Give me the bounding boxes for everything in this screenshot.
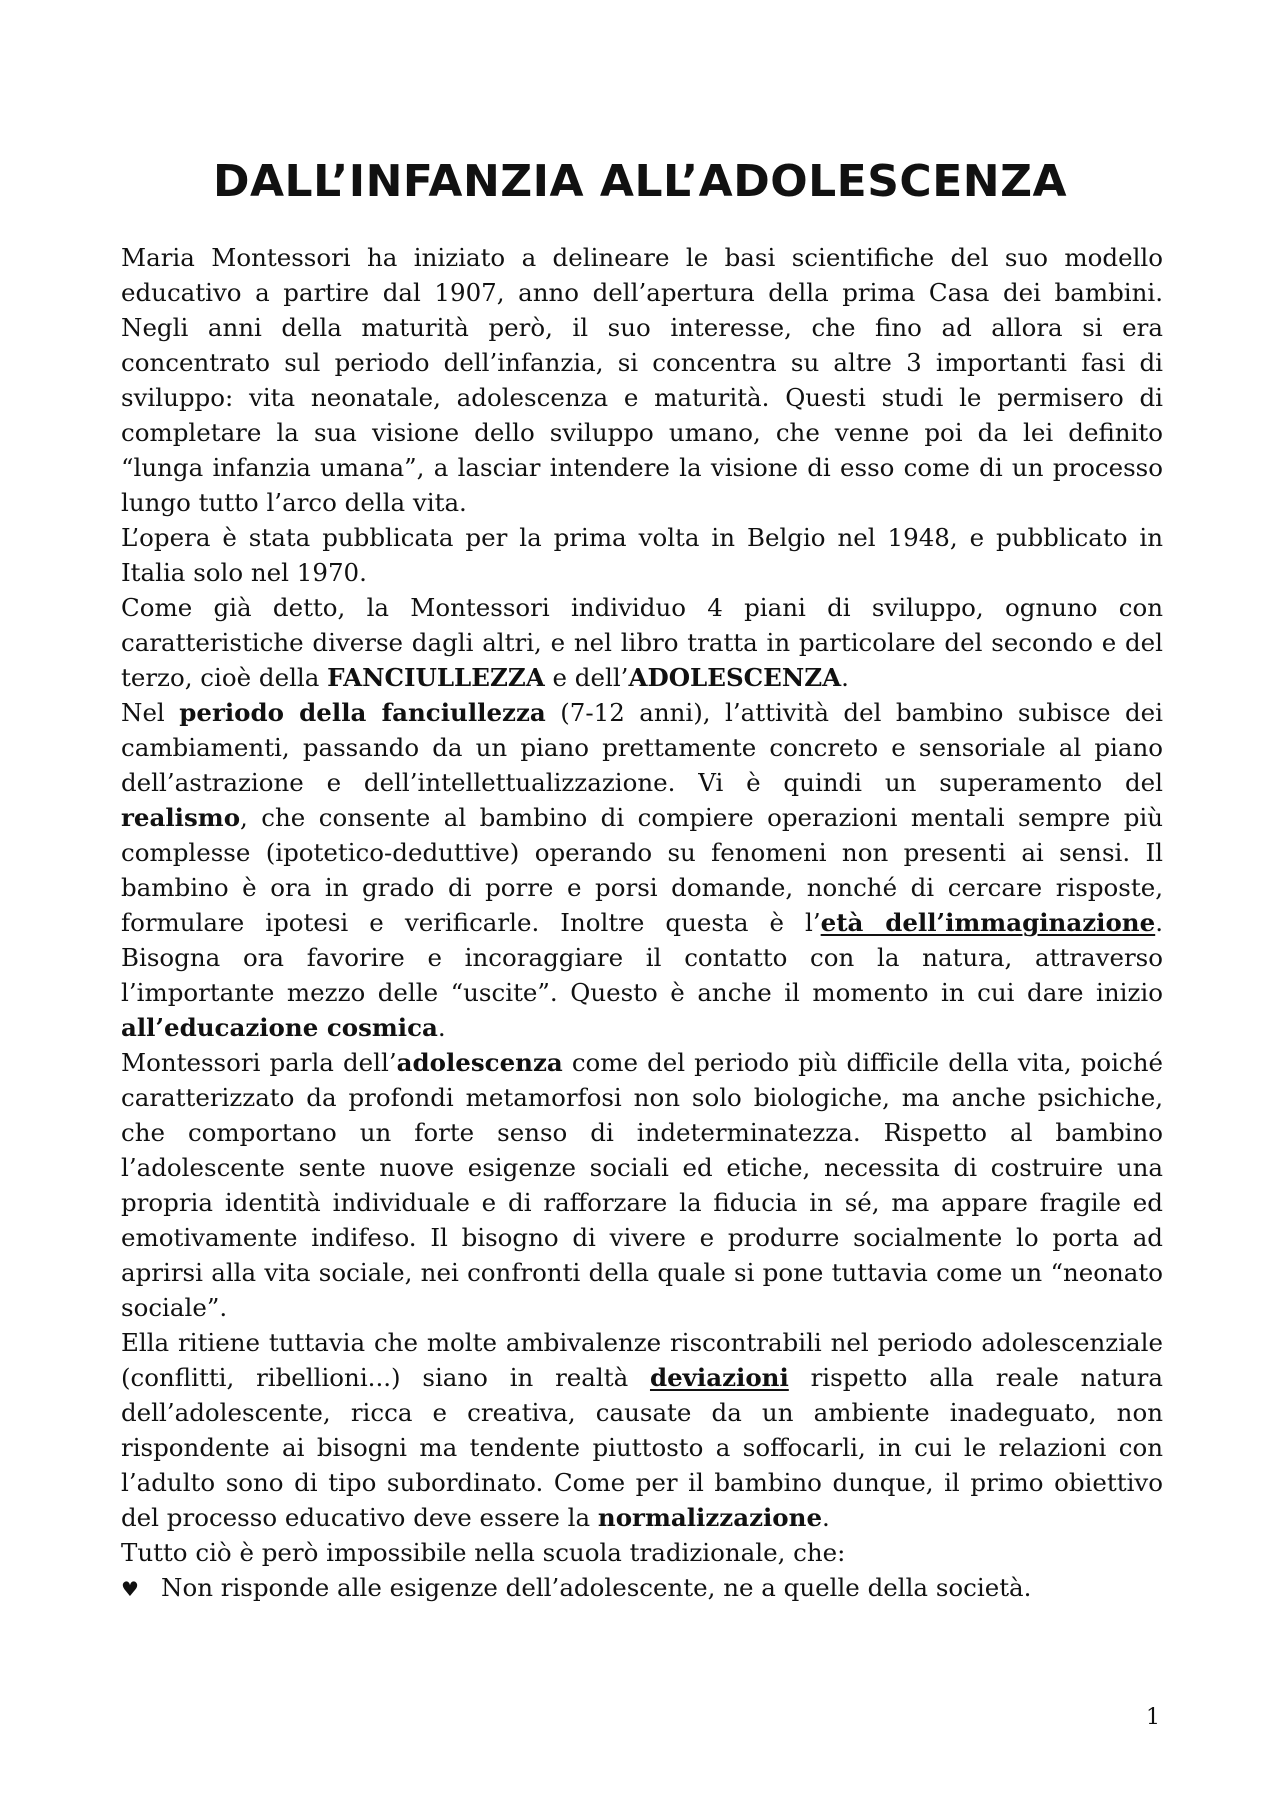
paragraph-text: Nel bbox=[121, 698, 180, 727]
paragraph-text: , che consente al bambino di compiere operazioni mentali sempre più complesse (ipotetico-deduttive) operando su fenomeni non presenti ai sensi. Il bambino è ora in grado di porre e porsi domande, nonché di cercare risposte, formulare ipotesi e verificarle. Inoltre questa è l’ bbox=[121, 803, 1163, 937]
heart-bullet-icon: ♥ bbox=[121, 1577, 139, 1601]
paragraph-intro bbox=[121, 240, 1163, 520]
paragraph-adolescenza bbox=[121, 1045, 1163, 1325]
bold-term-adolescenza: ADOLESCENZA bbox=[628, 663, 842, 692]
paragraph-deviazioni bbox=[121, 1325, 1163, 1535]
bullet-text: Non risponde alle esigenze dell’adolescente, ne a quelle della società. bbox=[161, 1573, 1032, 1602]
paragraph-text: rispetto alla reale natura dell’adolescente, ricca e creativa, causate da un ambiente inadeguato, non rispondente ai bisogni ma tendente piuttosto a soffocarli, in cui le relazioni con l’adulto sono di tipo subordinato. Come per il bambino dunque, il primo obiettivo del processo educativo deve essere la bbox=[121, 1363, 1164, 1532]
paragraph-text: Come già detto, la Montessori individuo 4 piani di sviluppo, ognuno con caratteristiche diverse dagli altri, e nel libro tratta in particolare del secondo e del terzo, cioè della bbox=[121, 593, 1163, 692]
paragraph-text: come del periodo più difficile della vita, poiché caratterizzato da profondi metamorfosi non solo biologiche, ma anche psichiche, che comportano un forte senso di indeterminatezza. Rispetto al bambino l’adolescente sente nuove esigenze sociali ed etiche, necessita di costruire una propria identità individuale e di rafforzare la fiducia in sé, ma appare fragile ed emotivamente indifeso. Il bisogno di vivere e produrre socialmente lo porta ad aprirsi alla vita sociale, nei confronti della quale si pone tuttavia come un “neonato sociale”. bbox=[121, 1048, 1163, 1322]
page-title: DALL’INFANZIA ALL’ADOLESCENZA bbox=[212, 156, 1068, 207]
underlined-term-eta-immaginazione: età dell’immaginazione bbox=[820, 908, 1156, 937]
paragraph-text: Maria Montessori ha iniziato a delineare le basi scientifiche del suo modello educativo a partire dal 1907, anno dell’apertura della prima Casa dei bambini. Negli anni della maturità però, il suo interesse, che fino ad allora si era concentrato sul periodo dell’infanzia, si concentra su altre 3 importanti fasi di sviluppo: vita neonatale, adolescenza e maturità. Questi studi le permisero di completare la sua visione dello sviluppo umano, che venne poi da lei definito “lunga infanzia umana”, a lasciar intendere la visione di esso come di un processo lungo tutto l’arco della vita. bbox=[121, 243, 1163, 517]
paragraph-text: Tutto ciò è però impossibile nella scuola tradizionale, che: bbox=[121, 1538, 846, 1567]
bold-term-normalizzazione: normalizzazione bbox=[597, 1503, 823, 1532]
paragraph-development-planes bbox=[121, 590, 1163, 695]
paragraph-publication bbox=[121, 520, 1163, 590]
paragraph-text: . bbox=[822, 1503, 830, 1532]
paragraph-text: . Bisogna ora favorire e incoraggiare il contatto con la natura, attraverso l’importante mezzo delle “uscite”. Questo è anche il momento in cui dare inizio bbox=[121, 908, 1163, 1007]
paragraph-text: L’opera è stata pubblicata per la prima volta in Belgio nel 1948, e pubblicato in Italia solo nel 1970. bbox=[121, 523, 1163, 587]
paragraph-scuola-tradizionale bbox=[121, 1535, 1163, 1570]
bold-term-educazione-cosmica: all’educazione cosmica bbox=[121, 1013, 438, 1042]
paragraph-text: . bbox=[841, 663, 849, 692]
document-body bbox=[121, 240, 1163, 1607]
bold-term-adolescenza-lower: adolescenza bbox=[396, 1048, 563, 1077]
paragraph-text: e dell’ bbox=[544, 663, 629, 692]
paragraph-text: (7-12 anni), l’attività del bambino subisce dei cambiamenti, passando da un piano prettamente concreto e sensoriale al piano dell’astrazione e dell’intellettualizzazione. Vi è quindi un superamento del bbox=[121, 698, 1164, 797]
paragraph-fanciullezza bbox=[121, 695, 1163, 1045]
paragraph-text: Ella ritiene tuttavia che molte ambivalenze riscontrabili nel periodo adolescenziale (conflitti, ribellioni...) siano in realtà bbox=[121, 1328, 1163, 1392]
underlined-term-deviazioni: deviazioni bbox=[649, 1363, 789, 1392]
bold-term-fanciullezza: FANCIULLEZZA bbox=[327, 663, 545, 692]
bold-term-periodo-fanciullezza: periodo della fanciullezza bbox=[179, 698, 546, 727]
page-number: 1 bbox=[1146, 1705, 1160, 1730]
paragraph-text: Montessori parla dell’ bbox=[121, 1048, 397, 1077]
bold-term-realismo: realismo bbox=[121, 803, 241, 832]
bullet-list-item bbox=[121, 1570, 1163, 1607]
paragraph-text: . bbox=[437, 1013, 446, 1042]
